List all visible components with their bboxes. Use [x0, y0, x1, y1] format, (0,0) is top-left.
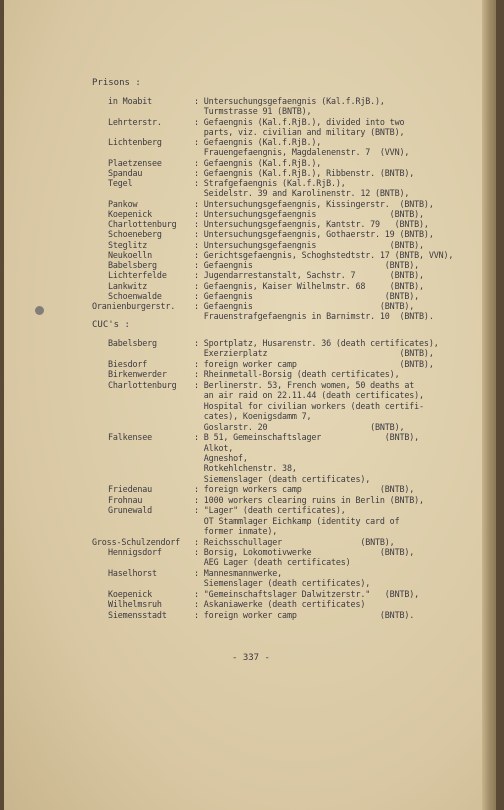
- entry-location: Frohnau: [108, 494, 143, 505]
- entry-detail: : Untersuchungsgefaengnis, Kantstr. 79 (BNTB),: [194, 219, 429, 229]
- entry-detail: parts, viz. civilian and military (BNTB),: [194, 126, 405, 137]
- page-binding-edge: [482, 0, 496, 810]
- entry-detail: : Untersuchungsgefaengnis, Kissingerstr. (BNTB),: [194, 198, 434, 209]
- entry-detail: : foreign worker camp (BNTB).: [194, 609, 415, 620]
- entry-detail: : Gefaengnis (Kal.f.RjB.), divided into two: [194, 116, 405, 127]
- entry-location: Neukoelln: [108, 249, 153, 260]
- entry-detail: Hospital for civilian workers (death certifi-: [194, 400, 424, 411]
- entry-detail: Goslarstr. 20 (BNTB),: [194, 421, 405, 432]
- punch-hole-mark: [35, 306, 44, 315]
- entry-detail: Seidelstr. 39 and Karolinenstr. 12 (BNTB),: [194, 188, 410, 199]
- entry-detail: : Gefaengnis, Kaiser Wilhelmstr. 68 (BNTB),: [194, 280, 424, 291]
- entry-detail: : Gefaengnis (Kal.f.RjB.),: [194, 137, 322, 147]
- entry-location: Pankow: [108, 198, 138, 209]
- entry-detail: : Reichsschullager (BNTB),: [194, 536, 395, 547]
- entry-detail: former inmate),: [194, 526, 278, 537]
- entry-detail: : Untersuchungsgefaengnis (BNTB),: [194, 239, 424, 250]
- entry-location: Charlottenburg: [108, 379, 177, 390]
- entry-detail: Siemenslager (death certificates),: [194, 473, 371, 484]
- entry-detail: : foreign worker camp (BNTB),: [194, 358, 434, 369]
- cucs-heading: CUC's :: [92, 320, 130, 330]
- entry-location: Babelsberg: [108, 338, 157, 348]
- entry-detail: Frauenstrafgefaengnis in Barnimstr. 10 (BNTB).: [194, 311, 434, 322]
- entry-detail: Turmstrasse 91 (BNTB),: [194, 106, 312, 117]
- entry-location: Birkenwerder: [108, 369, 167, 380]
- entry-location: Hennigsdorf: [108, 547, 162, 557]
- entry-location: Oranienburgerstr.: [92, 301, 176, 311]
- entry-detail: : 1000 workers clearing ruins in Berlin (BNTB),: [194, 494, 424, 505]
- entry-detail: : "Lager" (death certificates),: [194, 505, 346, 516]
- entry-location: Charlottenburg: [108, 219, 177, 229]
- entry-location: Tegel: [108, 178, 133, 188]
- entry-detail: : Gefaengnis (BNTB),: [194, 260, 420, 270]
- entry-location: Gross-Schulzendorf: [92, 536, 181, 547]
- entry-location: Schoeneberg: [108, 229, 162, 240]
- entry-location: Steglitz: [108, 239, 148, 250]
- entry-location: Friedenau: [108, 484, 153, 495]
- entry-detail: : Untersuchungsgefaengnis, Gothaerstr. 19 (BNTB),: [194, 229, 434, 240]
- entry-detail: : Askaniawerke (death certificates): [194, 599, 366, 610]
- entry-location: Grunewald: [108, 505, 153, 516]
- entry-detail: : Strafgefaengnis (Kal.f.RjB.),: [194, 178, 346, 188]
- entry-detail: : Mannesmannwerke,: [194, 567, 283, 578]
- entry-detail: : Gefaengnis (Kal.f.RjB.), Ribbenstr. (BNTB),: [194, 167, 415, 178]
- entry-detail: : Rheinmetall-Borsig (death certificates),: [194, 369, 400, 380]
- entry-detail: : foreign workers camp (BNTB),: [194, 484, 415, 495]
- entry-detail: cates), Koenigsdamm 7,: [194, 411, 312, 422]
- entry-detail: : "Gemeinschaftslager Dalwitzerstr." (BNTB),: [194, 588, 420, 599]
- entry-location: Haselhorst: [108, 567, 157, 578]
- entry-detail: Frauengefaengnis, Magdalenenstr. 7 (VVN),: [194, 147, 410, 158]
- entry-location: Biesdorf: [108, 358, 148, 369]
- entry-location: Schoenwalde: [108, 290, 162, 301]
- prisons-heading: Prisons :: [92, 78, 141, 88]
- entry-detail: an air raid on 22.11.44 (death certificates),: [194, 390, 424, 401]
- entry-location: Lankwitz: [108, 280, 148, 291]
- entry-location: Siemensstadt: [108, 609, 167, 620]
- entry-detail: : Sportplatz, Husarenstr. 36 (death certificates),: [194, 338, 439, 348]
- entry-detail: Agneshof,: [194, 452, 248, 463]
- entry-detail: Rotkehlchenstr. 38,: [194, 463, 297, 474]
- entry-location: Falkensee: [108, 432, 153, 443]
- entry-location: Wilhelmsruh: [108, 599, 162, 610]
- entry-location: Babelsberg: [108, 260, 157, 270]
- entry-detail: : Jugendarrestanstalt, Sachstr. 7 (BNTB),: [194, 270, 424, 281]
- entry-location: Lehrterstr.: [108, 116, 162, 127]
- entry-location: Lichterfelde: [108, 270, 167, 281]
- entry-detail: : Gerichtsgefaengnis, Schoghstedtstr. 17 (BNTB, VVN),: [194, 249, 454, 260]
- entry-detail: : Borsig, Lokomotivwerke (BNTB),: [194, 547, 415, 557]
- entry-detail: : Gefaengnis (Kal.f.RjB.),: [194, 157, 322, 168]
- entry-location: Lichtenberg: [108, 137, 162, 147]
- entry-detail: : B 51, Gemeinschaftslager (BNTB),: [194, 432, 420, 443]
- entry-location: in Moabit: [108, 96, 153, 106]
- entry-location: Plaetzensee: [108, 157, 162, 168]
- entry-detail: Exerzierplatz (BNTB),: [194, 348, 434, 359]
- document-page: [4, 0, 496, 810]
- entry-detail: Alkot,: [194, 442, 234, 453]
- entry-location: Spandau: [108, 167, 143, 178]
- page-number: - 337 -: [232, 653, 270, 663]
- entry-location: Koepenick: [108, 208, 153, 219]
- entry-detail: : Untersuchungsgefaengnis (Kal.f.RjB.),: [194, 96, 385, 106]
- entry-detail: : Gefaengnis (BNTB),: [194, 290, 420, 301]
- entry-location: Koepenick: [108, 588, 153, 599]
- entry-detail: : Untersuchungsgefaengnis (BNTB),: [194, 208, 424, 219]
- entry-detail: AEG Lager (death certificates): [194, 557, 351, 568]
- entry-detail: OT Stammlager Eichkamp (identity card of: [194, 515, 400, 526]
- entry-detail: Siemenslager (death certificates),: [194, 578, 371, 589]
- entry-detail: : Berlinerstr. 53, French women, 50 deaths at: [194, 379, 415, 390]
- entry-detail: : Gefaengnis (BNTB),: [194, 301, 415, 311]
